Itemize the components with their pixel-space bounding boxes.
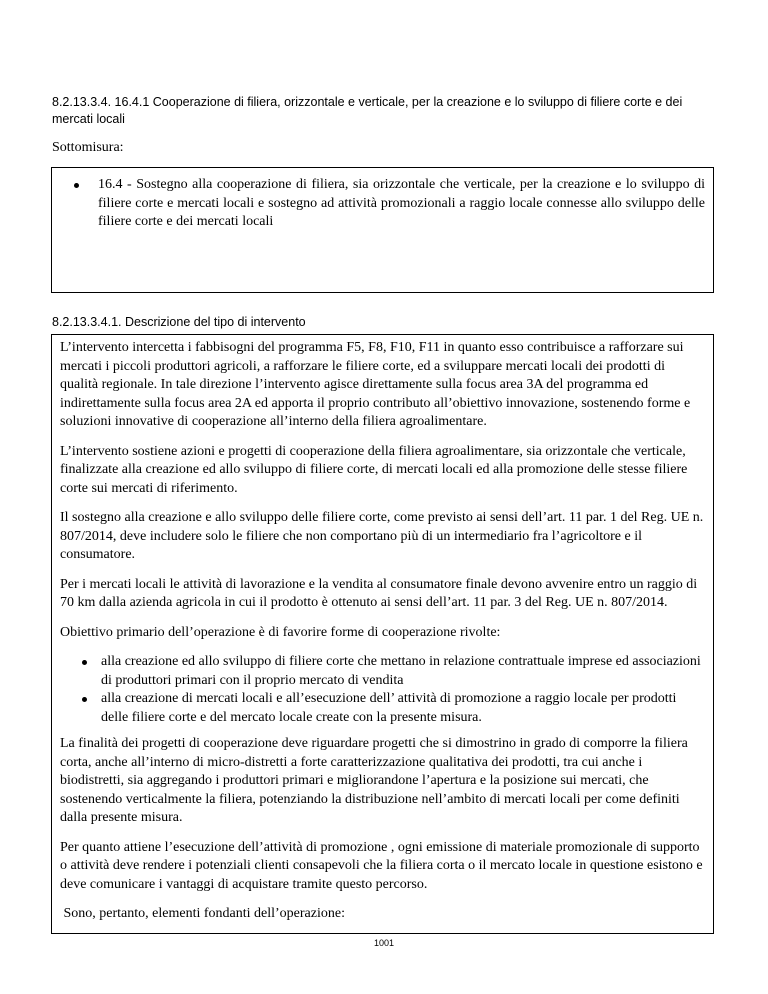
- description-box: [51, 334, 714, 934]
- subsection-title: 8.2.13.3.4.1. Descrizione del tipo di intervento: [52, 315, 306, 329]
- submeasure-box: [51, 167, 714, 293]
- objective-item: [60, 653, 705, 690]
- objective-item-text: alla creazione ed allo sviluppo di filiere corte che mettano in relazione contrattuale imprese ed associazioni di produttori primari con il proprio mercato di vendita: [101, 654, 701, 688]
- description-paragraph: L’intervento sostiene azioni e progetti di cooperazione della filiera agroalimentare, sia orizzontale che verticale, finalizzate alla creazione ed allo sviluppo di filiere corte, di mercati locali ed alla promozione delle stesse filiere corte sui mercati di riferimento.: [60, 443, 688, 496]
- objective-item: [60, 690, 705, 727]
- description-paragraph: L’intervento intercetta i fabbisogni del programma F5, F8, F10, F11 in quanto esso contribuisce a rafforzare sui mercati i piccoli produttori agricoli, a rafforzare le filiere corte, ed a sviluppare mercati locali dei prodotti di qualità regionale. In tale direzione l’intervento agisce direttamente sulla focus area 3A del programma ed indirettamente sulla focus area 2A ed apporta il proprio contributo all’obiettivo innovazione, sostenendo forme e soluzioni innovative di cooperazione all’interno della filiera agroalimentare.: [60, 340, 691, 429]
- description-paragraph: Per i mercati locali le attività di lavorazione e la vendita al consumatore finale devono avvenire entro un raggio di 70 km dalla azienda agricola in cui il prodotto è ottenuto ai sensi dell’art. 11 par. 3 del Reg. UE n. 807/2014.: [60, 576, 698, 610]
- submeasure-item: [62, 176, 705, 232]
- description-paragraph: Sono, pertanto, elementi fondanti dell’operazione:: [60, 906, 345, 921]
- description-paragraph: La finalità dei progetti di cooperazione deve riguardare progetti che si dimostrino in grado di comporre la filiera corta, anche all’interno di micro-distretti a forte caratterizzazione qualitativa dei prodotti, tra cui anche i biodistretti, sia aggregando i produttori primari e migliorandone l’apertura e la posizione sui mercati, che sostenendo verticalmente la filiera, potenziando la distribuzione nell’ambito di mercati locali per come definiti dalla presente misura.: [60, 736, 688, 825]
- objective-list: [60, 653, 705, 727]
- description-paragraph: Obiettivo primario dell’operazione è di favorire forme di cooperazione rivolte:: [60, 624, 501, 640]
- bullet-icon: [82, 660, 87, 665]
- description-paragraph: Per quanto attiene l’esecuzione dell’attività di promozione , ogni emissione di materiale promozionale di supporto o attività deve rendere i potenziali clienti consapevoli che la filiera corta o il mercato locale in questione esistono e deve comunicare i vantaggi di acquistare tramite questo percorso.: [60, 839, 703, 892]
- bullet-icon: [74, 183, 79, 188]
- page-number: 1001: [373, 938, 395, 948]
- submeasure-item-text: 16.4 - Sostegno alla cooperazione di filiera, sia orizzontale che verticale, per la creazione e lo sviluppo di filiere corte e mercati locali e sostegno ad attività promozionali a raggio locale connesse allo sviluppo delle filiere corte e dei mercati locali: [98, 177, 705, 229]
- objective-item-text: alla creazione di mercati locali e all’esecuzione dell’ attività di promozione a raggio locale per prodotti delle filiere corte e del mercato locale create con la presente misura.: [101, 691, 677, 725]
- bullet-icon: [82, 697, 87, 702]
- sottomisura-label: Sottomisura:: [52, 140, 124, 155]
- submeasure-list: [62, 176, 705, 232]
- section-title: 8.2.13.3.4. 16.4.1 Cooperazione di filiera, orizzontale e verticale, per la creazione e lo sviluppo di filiere corte e dei mercati locali: [52, 95, 683, 126]
- description-paragraph: Il sostegno alla creazione e allo sviluppo delle filiere corte, come previsto ai sensi dell’art. 11 par. 1 del Reg. UE n. 807/2014, deve includere solo le filiere che non comportano più di un intermediario fra l’agricoltore e il consumatore.: [60, 510, 704, 562]
